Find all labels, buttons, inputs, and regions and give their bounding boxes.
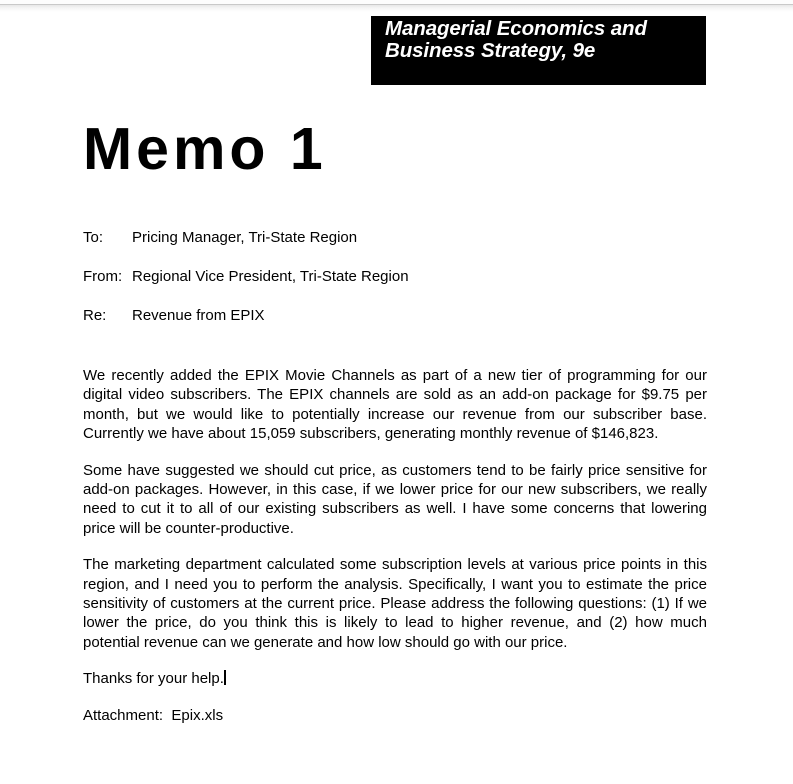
memo-field-re-value: Revenue from EPIX — [132, 307, 265, 324]
memo-body — [83, 366, 707, 742]
memo-field-to-value: Pricing Manager, Tri-State Region — [132, 229, 358, 246]
attachment-label: Attachment: — [83, 706, 164, 724]
memo-paragraph-3: The marketing department calculated some subscription levels at various price points in this region, and I need you to perform the analysis. Specifically, I want you to estimate the price sensitivity of customers at the current price. Please address the following questions: (1) If we lower the price, do you think this is likely to lead to higher revenue, and (2) how much potential revenue can we generate and how low should go with our price. — [83, 556, 707, 651]
memo-field-re — [83, 306, 643, 325]
series-title-banner — [371, 16, 706, 85]
memo-field-from-label: From: — [83, 268, 123, 285]
page-title: Memo 1 — [83, 116, 327, 182]
series-title-text — [385, 18, 695, 62]
memo-closing-text: Thanks for your help. — [83, 670, 224, 688]
memo-closing-line — [83, 669, 707, 688]
memo-header-fields — [83, 228, 643, 325]
text-cursor-caret — [224, 670, 226, 685]
series-title-line-1: Managerial Economics and — [385, 17, 647, 40]
memo-field-re-label: Re: — [83, 307, 107, 324]
memo-field-from-value: Regional Vice President, Tri-State Region — [132, 268, 409, 285]
memo-attachment-line — [83, 706, 707, 725]
memo-field-to-label: To: — [83, 229, 104, 246]
memo-field-from — [83, 267, 643, 286]
memo-paragraph-1: We recently added the EPIX Movie Channels as part of a new tier of programming for our digital video subscribers. The EPIX channels are sold as an add-on package for $9.75 per month, but we would like to potentially increase our revenue from our subscriber base. Currently we have about 15,059 subscribers, generating monthly revenue of $146,823. — [83, 367, 707, 443]
page-top-shadow — [0, 5, 793, 12]
series-title-line-2: Business Strategy, 9e — [385, 39, 596, 62]
attachment-filename: Epix.xls — [171, 706, 224, 724]
memo-paragraph-2: Some have suggested we should cut price, as customers tend to be fairly price sensitive for add-on packages. However, in this case, if we lower price for our new subscribers, we really need to cut it to all of our existing subscribers as well. I have some concerns that lowering price will be counter-productive. — [83, 461, 707, 537]
memo-field-to — [83, 228, 643, 247]
